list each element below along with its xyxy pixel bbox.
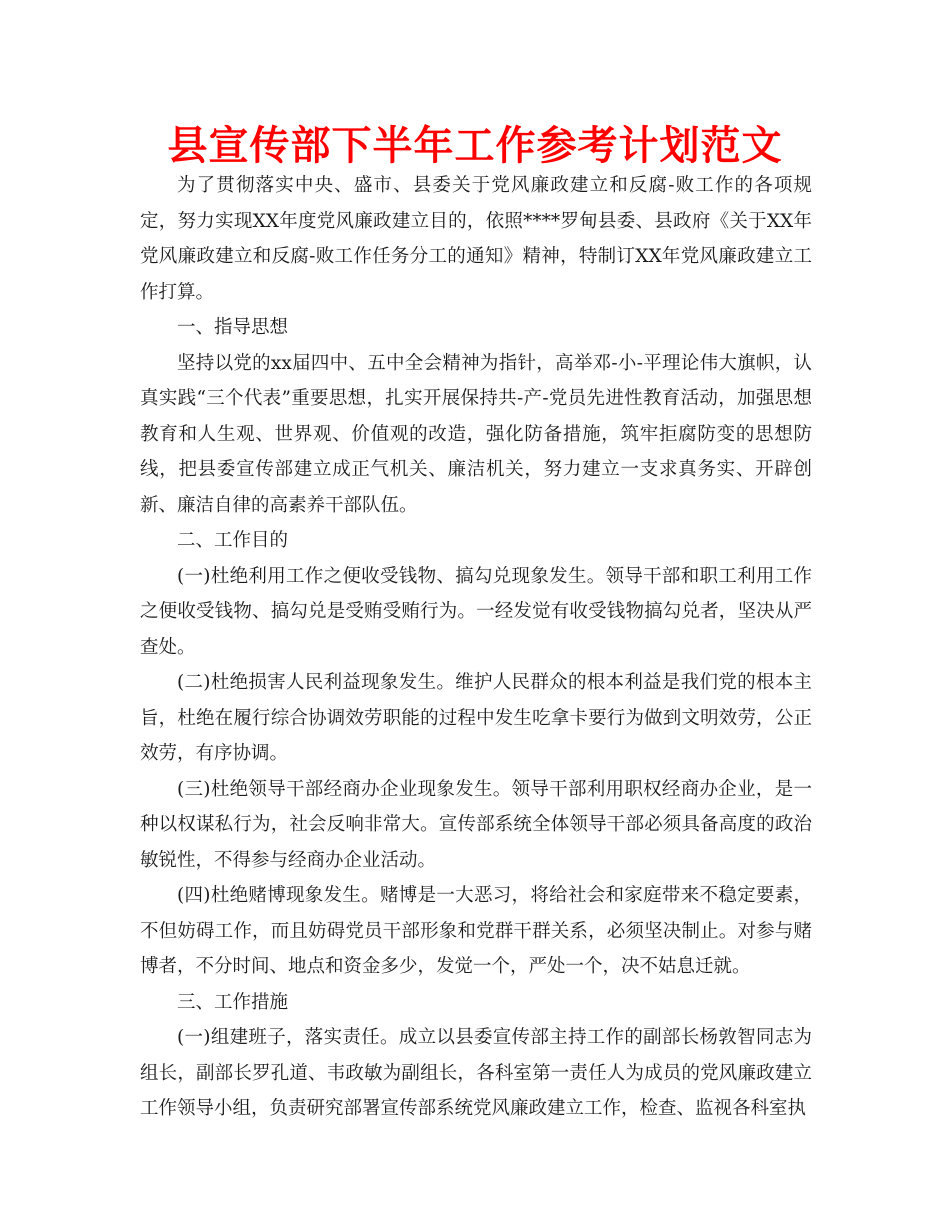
document-body	[140, 168, 812, 1127]
paragraph-guiding-thought: 坚持以党的xx届四中、五中全会精神为指针，高举邓-小-平理论伟大旗帜，认真实践“三个代表”重要思想，扎实开展保持共-产-党员先进性教育活动，加强思想教育和人生观、世界观、价值观的改造，强化防备措施，筑牢拒腐防变的思想防线，把县委宣传部建立成正气机关、廉洁机关，努力建立一支求真务实、开辟创新、廉洁自律的高素养干部队伍。	[140, 352, 812, 516]
paragraph-goal-4: (四)杜绝赌博现象发生。赌博是一大恶习，将给社会和家庭带来不稳定要素，不但妨碍工作，而且妨碍党员干部形象和党群干群关系，必须坚决制止。对参与赌博者，不分时间、地点和资金多少，发觉一个，严处一个，决不姑息迁就。	[140, 885, 812, 977]
section-heading-guiding-thought: 一、指导思想	[177, 317, 289, 338]
paragraph-measure-1: (一)组建班子，落实责任。成立以县委宣传部主持工作的副部长杨敦智同志为组长，副部长罗孔道、韦政敏为副组长，各科室第一责任人为成员的党风廉政建立工作领导小组，负责研究部署宣传部系统党风廉政建立工作，检查、监视各科室执	[140, 1027, 812, 1119]
paragraph-goal-1: (一)杜绝利用工作之便收受钱物、搞勾兑现象发生。领导干部和职工利用工作之便收受钱物、搞勾兑是受贿受贿行为。一经发觉有收受钱物搞勾兑者，坚决从严查处。	[140, 565, 812, 658]
paragraph-goal-3: (三)杜绝领导干部经商办企业现象发生。领导干部利用职权经商办企业，是一种以权谋私行为，社会反响非常大。宣传部系统全体领导干部必须具备高度的政治敏锐性，不得参与经商办企业活动。	[140, 778, 812, 871]
section-heading-work-goals: 二、工作目的	[177, 530, 289, 551]
paragraph-goal-2: (二)杜绝损害人民利益现象发生。维护人民群众的根本利益是我们党的根本主旨，杜绝在履行综合协调效劳职能的过程中发生吃拿卡要行为做到文明效劳，公正效劳，有序协调。	[140, 672, 812, 764]
section-heading-work-measures: 三、工作措施	[177, 991, 289, 1013]
paragraph-intro: 为了贯彻落实中央、盛市、县委关于党风廉政建立和反腐-败工作的各项规定，努力实现XX年度党风廉政建立目的，依照****罗甸县委、县政府《关于XX年党风廉政建立和反腐-败工作任务分工的通知》精神，特制订XX年党风廉政建立工作打算。	[140, 175, 812, 303]
document-title: 县宣传部下半年工作参考计划范文	[167, 123, 783, 169]
